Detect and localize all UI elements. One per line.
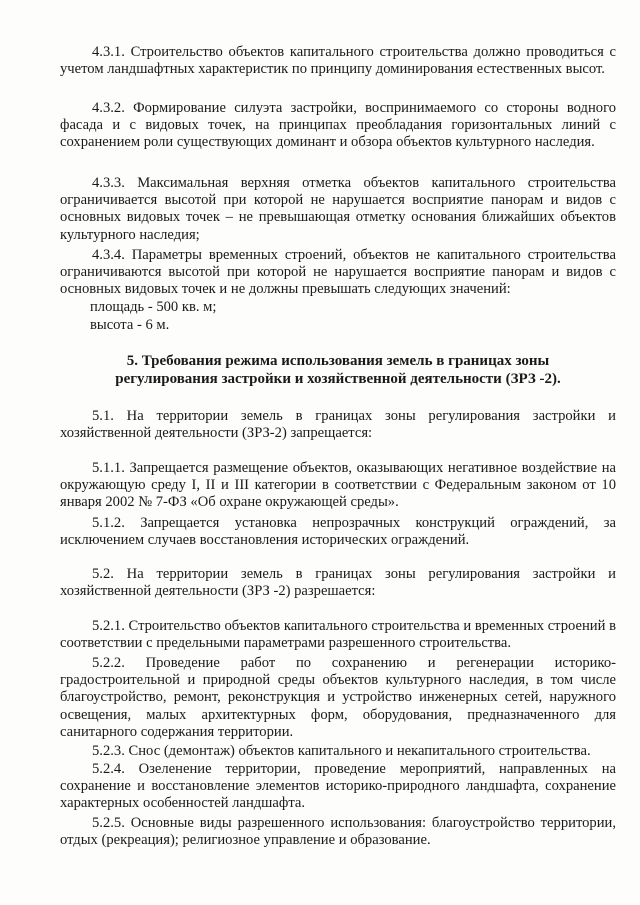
paragraph-4-3-2: 4.3.2. Формирование силуэта застройки, воспринимаемого со стороны водного фасада и с видовых точек, на принципах преобладания горизонтальных линий с сохранением роли существующих доминант и обзора объектов культурного наследия. — [60, 100, 616, 151]
paragraph-5-1: 5.1. На территории земель в границах зоны регулирования застройки и хозяйственной деятельности (ЗРЗ-2) запрещается: — [60, 408, 616, 442]
paragraph-5-1-2: 5.1.2. Запрещается установка непрозрачных конструкций ограждений, за исключением случаев восстановления исторических ограждений. — [60, 515, 616, 549]
paragraph-5-2-1: 5.2.1. Строительство объектов капитального строительства и временных строений в соответствии с предельными параметрами разрешенного строительства. — [60, 618, 616, 652]
paragraph-4-3-4: 4.3.4. Параметры временных строений, объектов не капитального строительства ограничиваются высотой при которой не нарушается восприятие панорам и видов с основных видовых точек и не должны превышать следующих значений: — [60, 247, 616, 298]
paragraph-5-2-2: 5.2.2. Проведение работ по сохранению и регенерации историко-градостроительной и природной среды объектов культурного наследия, в том числе благоустройство, ремонт, реконструкция и устройство инженерных сетей, наружного освещения, малых архитектурных форм, оборудования, предназначенного для санитарного содержания территории. — [60, 655, 616, 740]
limit-area: площадь - 500 кв. м; — [90, 299, 217, 315]
paragraph-5-1-1: 5.1.1. Запрещается размещение объектов, оказывающих негативное воздействие на окружающую среду I, II и III категории в соответствии с Федеральным законом от 10 января 2002 № 7-ФЗ «Об охране окружающей среды». — [60, 460, 616, 511]
paragraph-5-2: 5.2. На территории земель в границах зоны регулирования застройки и хозяйственной деятельности (ЗРЗ -2) разрешается: — [60, 566, 616, 600]
limit-height: высота - 6 м. — [90, 317, 170, 333]
paragraph-4-3-1: 4.3.1. Строительство объектов капитального строительства должно проводиться с учетом ландшафтных характеристик по принципу доминирования естественных высот. — [60, 44, 616, 78]
paragraph-5-2-5: 5.2.5. Основные виды разрешенного использования: благоустройство территории, отдых (рекреация); религиозное управление и образование. — [60, 815, 616, 849]
section-5-heading-line-2: регулирования застройки и хозяйственной деятельности (ЗРЗ -2). — [115, 371, 561, 387]
paragraph-5-2-4: 5.2.4. Озеленение территории, проведение мероприятий, направленных на сохранение и восстановление элементов историко-природного ландшафта, сохранение характерных особенностей ландшафта. — [60, 761, 616, 812]
section-5-heading-line-1: 5. Требования режима использования земель в границах зоны — [126, 353, 550, 369]
paragraph-5-2-3: 5.2.3. Снос (демонтаж) объектов капитального и некапитального строительства. — [92, 743, 591, 759]
paragraph-4-3-3: 4.3.3. Максимальная верхняя отметка объектов капитального строительства ограничивается высотой при которой не нарушается восприятие панорам и видов с основных видовых точек – не превышающая отметку основания ближайших объектов культурного наследия; — [60, 175, 616, 243]
